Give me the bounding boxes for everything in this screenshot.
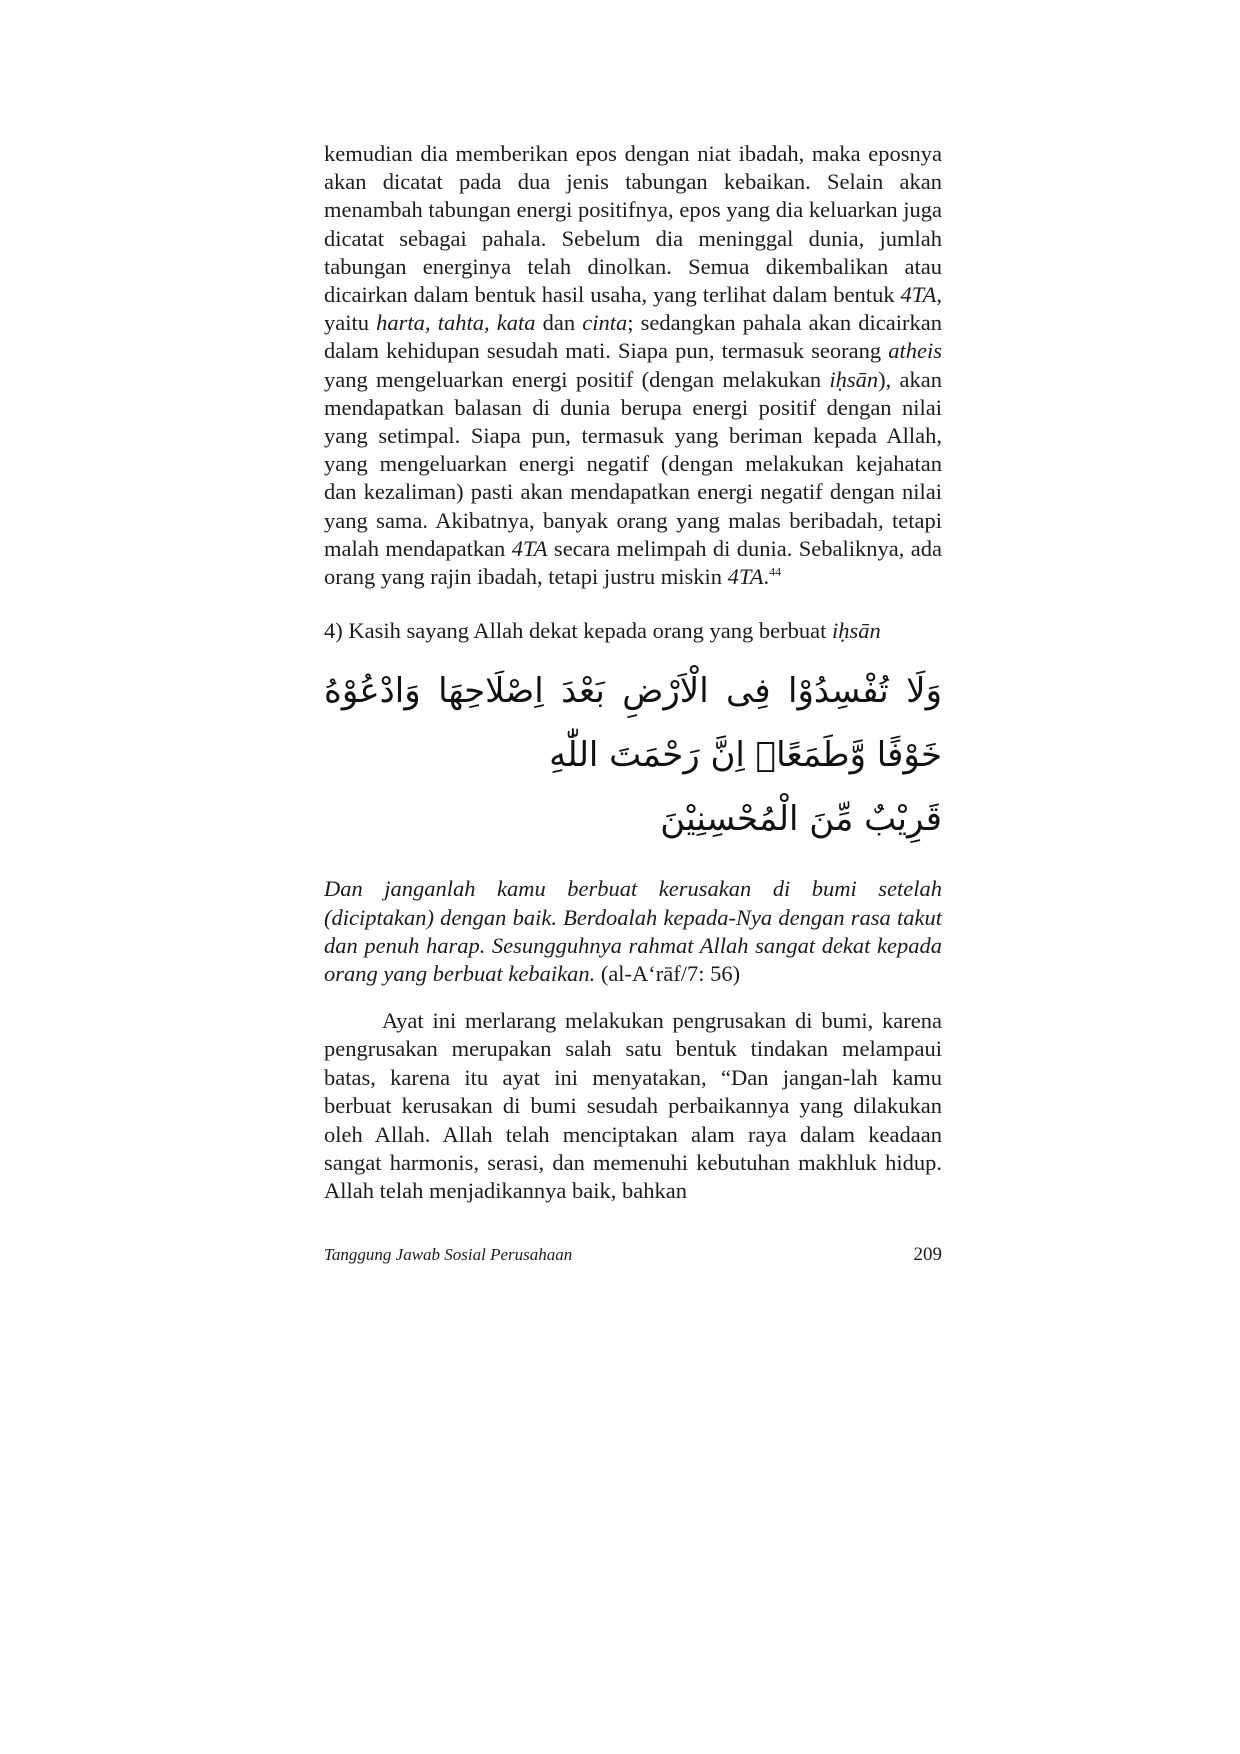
text-run: ; sedangkan pahala akan dicairkan dalam kehidupan sesudah mati. Siapa pun, termasuk seorang — [324, 310, 942, 364]
list-item-4 — [324, 617, 942, 645]
list-item-text: 4) Kasih sayang Allah dekat kepada orang yang berbuat — [324, 618, 832, 644]
text-run: kemudian dia memberikan epos dengan niat ibadah, maka eposnya akan dicatat pada dua jenis tabungan kebaikan. Selain akan menambah tabungan energi positifnya, epos yang dia keluarkan juga dicatat sebagai pahala. Sebelum dia meninggal dunia, jumlah tabungan energinya telah dinolkan. Semua dikembalikan atau dicairkan dalam bentuk hasil usaha, yang terlihat dalam bentuk — [324, 141, 942, 308]
italic-term-ihsan: iḥsān — [829, 366, 879, 392]
page-footer — [324, 1244, 942, 1266]
translation-text: Dan janganlah kamu berbuat kerusakan di bumi setelah (diciptakan) dengan baik. Berdoalah kepada-Nya dengan rasa takut dan penuh harap. Sesungguhnya rahmat Allah sangat dekat kepada orang yang berbuat kebaikan. — [324, 876, 942, 987]
verse-translation — [324, 875, 942, 989]
arabic-verse-line-1: وَلَا تُفْسِدُوْا فِى الْاَرْضِ بَعْدَ اِصْلَاحِهَا وَادْعُوْهُ خَوْفًا وَّطَمَعًاۗ اِنَّ رَحْمَتَ اللّٰهِ — [324, 671, 942, 776]
italic-term-4ta: 4TA — [511, 535, 548, 561]
text-run: , yaitu — [324, 282, 942, 336]
running-footer-title: Tanggung Jawab Sosial Perusahaan — [324, 1245, 573, 1264]
page-number: 209 — [913, 1244, 942, 1265]
italic-term-ihsan: iḥsān — [831, 618, 881, 644]
text-run: ), akan mendapatkan balasan di dunia berupa energi positif dengan nilai yang setimpal. Siapa pun, termasuk yang beriman kepada Allah, yang mengeluarkan energi negatif (dengan melakukan kejahatan dan kezaliman) pasti akan mendapatkan energi negatif dengan nilai yang sama. Akibatnya, banyak orang yang malas beribadah, tetapi malah mendapatkan — [324, 366, 942, 561]
verse-reference: (al-A‘rāf/7: 56) — [595, 961, 741, 987]
footnote-marker[interactable]: 44 — [769, 564, 782, 579]
paragraph-ayat: Ayat ini merlarang melakukan pengrusakan di bumi, karena pengrusakan merupakan salah satu bentuk tindakan melampaui batas, karena itu ayat ini menyatakan, “Dan jangan-lah kamu berbuat kerusakan di bumi sesudah perbaikannya yang dilakukan oleh Allah. Allah telah menciptakan alam raya dalam keadaan sangat harmonis, serasi, dan memenuhi kebutuhan makhluk hidup. Allah telah menjadikannya baik, bahkan — [324, 1007, 942, 1204]
arabic-verse — [324, 659, 942, 851]
page-content — [324, 140, 942, 1206]
text-run: yang mengeluarkan energi positif (dengan melakukan — [324, 366, 830, 392]
arabic-verse-line-2: قَرِيْبٌ مِّنَ الْمُحْسِنِيْنَ — [660, 799, 942, 840]
text-run: dan — [535, 310, 583, 336]
italic-term-cinta: cinta — [582, 310, 628, 336]
paragraph-epos — [324, 140, 942, 591]
text-run: . — [763, 564, 770, 590]
italic-term-harta-tahta-kata: harta, tahta, kata — [376, 310, 536, 336]
italic-term-4ta: 4TA — [900, 282, 937, 308]
italic-term-4ta: 4TA — [727, 564, 764, 590]
italic-term-atheis: atheis — [888, 338, 942, 364]
text-run: secara melimpah di dunia. Sebaliknya, ada orang yang rajin ibadah, tetapi justru miskin — [324, 535, 942, 590]
